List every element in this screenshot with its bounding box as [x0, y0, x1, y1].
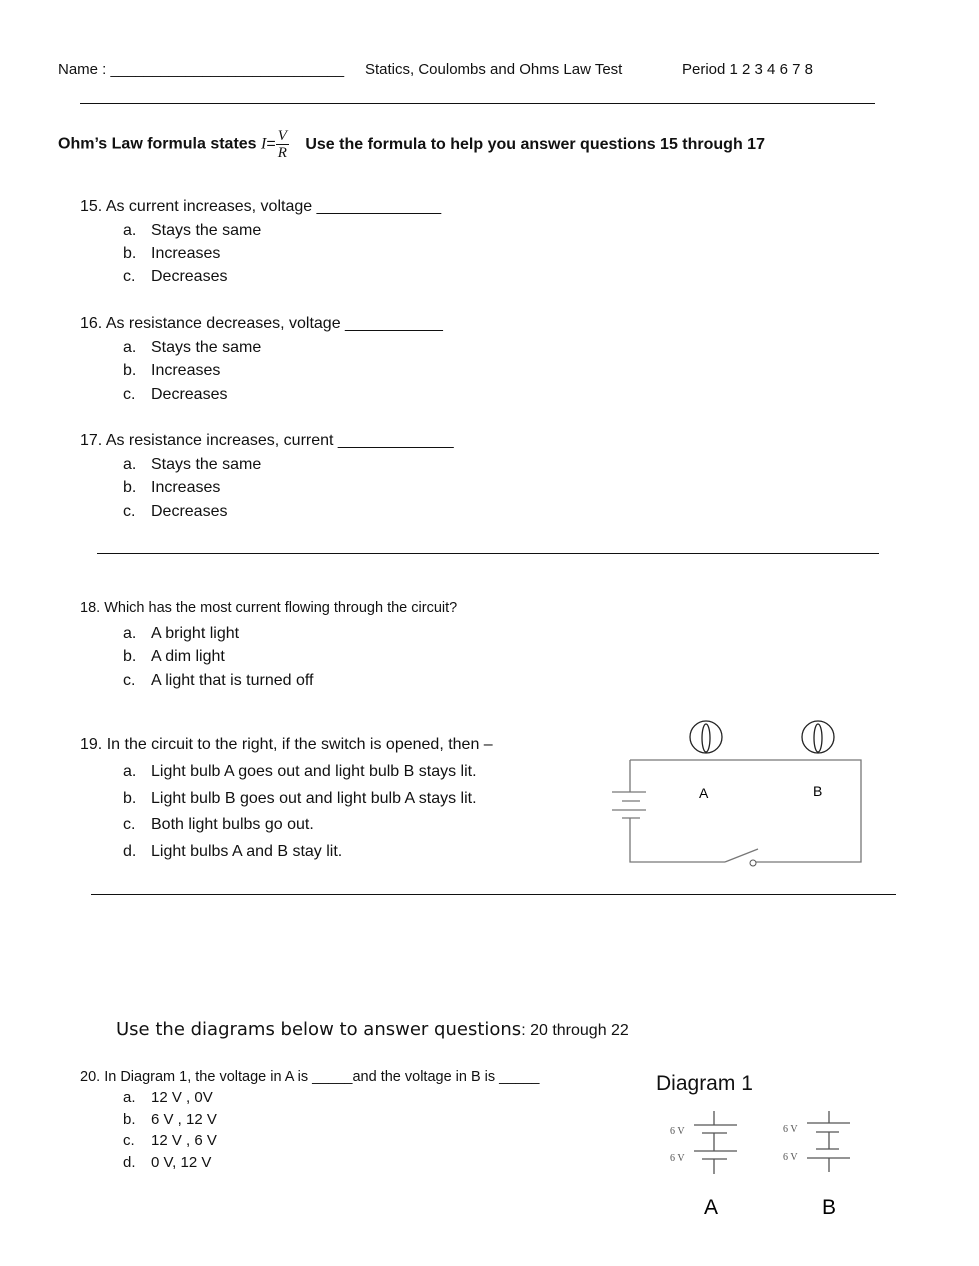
- option-text: A dim light: [151, 648, 225, 665]
- option-text: A light that is turned off: [151, 672, 314, 689]
- q-number: 16.: [80, 315, 103, 332]
- cell-label: 6 V: [670, 1153, 685, 1164]
- option[interactable]: [123, 843, 342, 861]
- switch-terminal: [750, 860, 756, 866]
- intro-range: : 20 through 22: [521, 1022, 629, 1039]
- period-label: Period 1 2 3 4 6 7 8: [682, 61, 813, 78]
- option-text: 6 V , 12 V: [151, 1111, 217, 1128]
- name-field: Name : ____________________________: [58, 61, 345, 78]
- option-text: Stays the same: [151, 222, 262, 239]
- test-title: Statics, Coulombs and Ohms Law Test: [365, 61, 623, 78]
- q-text: As current increases, voltage ______________: [105, 198, 442, 215]
- q-number: 19.: [80, 736, 103, 753]
- option[interactable]: [123, 479, 220, 497]
- divider: [91, 894, 896, 895]
- option-letter: b.: [123, 1111, 136, 1128]
- formula-line: [58, 128, 765, 161]
- diagram1: [640, 1100, 870, 1230]
- question-19: [80, 736, 493, 754]
- circuit-diagram: [600, 710, 880, 880]
- option-text: Stays the same: [151, 339, 262, 356]
- formula-instruction: Use the formula to help you answer questions 15 through 17: [305, 135, 765, 153]
- q-number: 18.: [80, 600, 101, 616]
- q-number: 15.: [80, 198, 103, 215]
- question-20: [80, 1069, 540, 1085]
- option-text: 0 V, 12 V: [151, 1154, 212, 1171]
- option[interactable]: [123, 816, 314, 834]
- intro-text: Use the diagrams below to answer questions: [116, 1019, 522, 1040]
- question-15: [80, 198, 441, 216]
- option[interactable]: [123, 222, 261, 240]
- option-letter: a.: [123, 222, 137, 239]
- option-letter: a.: [123, 339, 137, 356]
- option-text: Stays the same: [151, 456, 262, 473]
- option[interactable]: [123, 1154, 211, 1171]
- option-text: Both light bulbs go out.: [151, 816, 314, 833]
- option[interactable]: [123, 672, 313, 690]
- option[interactable]: [123, 1089, 213, 1106]
- diagram-a-label: A: [704, 1196, 719, 1219]
- option-text: Decreases: [151, 503, 228, 520]
- q-text: Which has the most current flowing through the circuit?: [104, 600, 458, 616]
- q-text: In the circuit to the right, if the switch is opened, then –: [106, 736, 493, 753]
- option-letter: c.: [123, 816, 136, 833]
- option-text: Light bulb B goes out and light bulb A stays lit.: [151, 790, 477, 807]
- option[interactable]: [123, 503, 227, 521]
- option[interactable]: [123, 1111, 217, 1128]
- question-16: [80, 315, 443, 333]
- option-text: Decreases: [151, 386, 228, 403]
- diagram1-title: Diagram 1: [656, 1072, 753, 1095]
- option-letter: a.: [123, 763, 137, 780]
- option-text: Decreases: [151, 268, 228, 285]
- option-letter: a.: [123, 456, 137, 473]
- option-letter: b.: [123, 245, 137, 262]
- q-text: As resistance decreases, voltage ___________: [105, 315, 443, 332]
- option[interactable]: [123, 648, 225, 666]
- q-text: As resistance increases, current _____________: [105, 432, 454, 449]
- option[interactable]: [123, 1132, 217, 1149]
- diagrams-intro: [116, 1019, 629, 1040]
- option-letter: d.: [123, 843, 137, 860]
- q-number: 17.: [80, 432, 103, 449]
- option[interactable]: [123, 245, 220, 263]
- option-text: Increases: [151, 245, 221, 262]
- question-18: [80, 600, 457, 616]
- option[interactable]: [123, 763, 477, 781]
- option-letter: a.: [123, 625, 137, 642]
- option[interactable]: [123, 625, 239, 643]
- option[interactable]: [123, 790, 477, 808]
- option-letter: d.: [123, 1154, 136, 1171]
- q-number: 20.: [80, 1069, 101, 1085]
- option-text: 12 V , 6 V: [151, 1132, 217, 1149]
- battery-a-icon: [694, 1111, 737, 1174]
- option-letter: b.: [123, 648, 137, 665]
- formula-eq: =: [266, 135, 276, 153]
- formula-lhs: I: [261, 135, 267, 153]
- battery-b-icon: [807, 1111, 850, 1172]
- option-letter: c.: [123, 1132, 135, 1149]
- option[interactable]: [123, 386, 227, 404]
- option-text: Increases: [151, 362, 221, 379]
- formula-fraction: [276, 128, 289, 161]
- option-text: Light bulb A goes out and light bulb B stays lit.: [151, 763, 477, 780]
- bulb-a-icon: [690, 721, 722, 753]
- option-text: Light bulbs A and B stay lit.: [151, 843, 343, 860]
- q-text: In Diagram 1, the voltage in A is _____and the voltage in B is _____: [104, 1069, 540, 1085]
- divider: [80, 103, 875, 104]
- option-text: A bright light: [151, 625, 240, 642]
- diagram-b-label: B: [822, 1196, 837, 1219]
- option-letter: b.: [123, 790, 137, 807]
- option-letter: c.: [123, 268, 136, 285]
- bulb-b-icon: [802, 721, 834, 753]
- numerator: V: [277, 128, 287, 144]
- option-letter: c.: [123, 386, 136, 403]
- cell-label: 6 V: [670, 1126, 685, 1137]
- cell-label: 6 V: [783, 1124, 798, 1135]
- bulb-a-label: A: [699, 785, 709, 801]
- option[interactable]: [123, 268, 227, 286]
- option[interactable]: [123, 339, 261, 357]
- question-17: [80, 432, 454, 450]
- option[interactable]: [123, 362, 220, 380]
- option-letter: b.: [123, 362, 137, 379]
- option[interactable]: [123, 456, 261, 474]
- option-text: Increases: [151, 479, 221, 496]
- option-letter: c.: [123, 672, 136, 689]
- divider: [97, 553, 879, 554]
- formula-prefix: Ohm’s Law formula states: [58, 135, 257, 153]
- option-text: 12 V , 0V: [151, 1089, 213, 1106]
- option-letter: c.: [123, 503, 136, 520]
- bulb-b-label: B: [813, 783, 823, 799]
- cell-label: 6 V: [783, 1152, 798, 1163]
- option-letter: b.: [123, 479, 137, 496]
- denominator: R: [277, 145, 287, 161]
- option-letter: a.: [123, 1089, 136, 1106]
